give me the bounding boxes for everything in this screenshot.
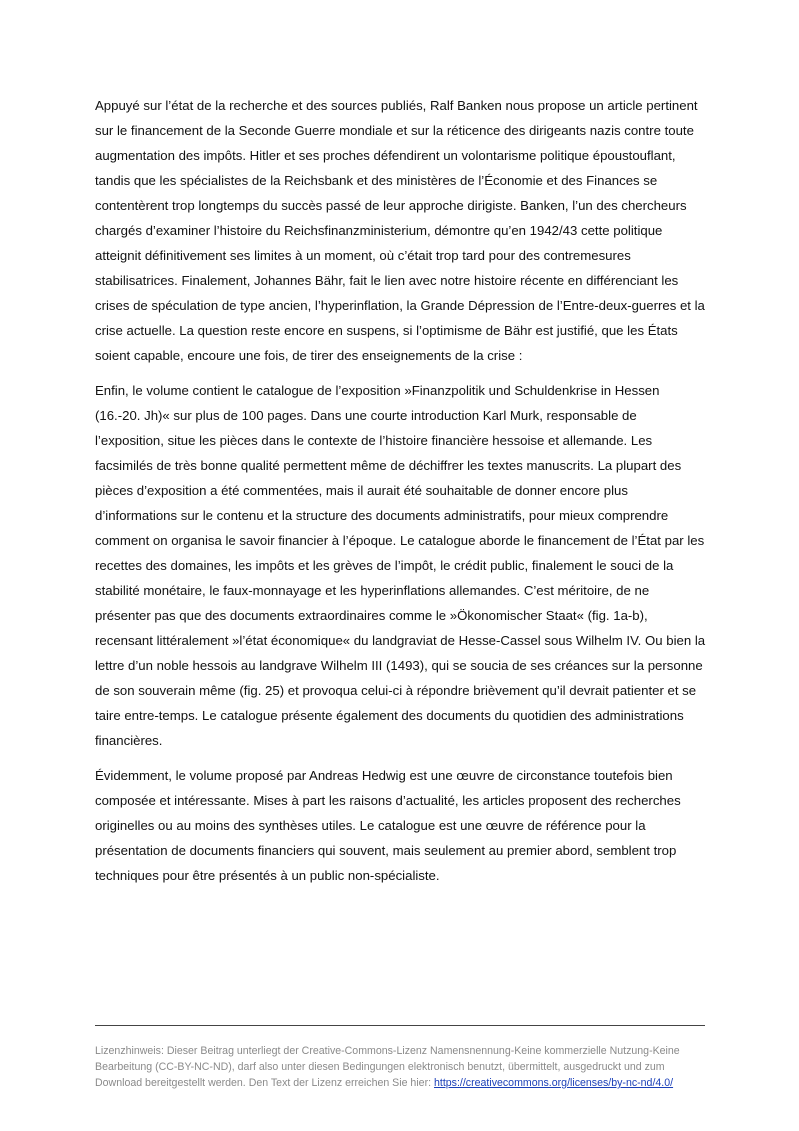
license-text: Lizenzhinweis: Dieser Beitrag unterliegt der Creative-Commons-Lizenz Namensnennung-Keine kommerzielle Nutzung-Keine Bearbeitung (CC-BY-NC-ND), darf also unter diesen Bedingungen elektronisch benutzt, übermittelt, ausgedruckt und zum Download bereitgestellt werden. Den Text der Lizenz erreichen Sie hier: bbox=[95, 1045, 680, 1089]
paragraph-1: Appuyé sur l’état de la recherche et des sources publiés, Ralf Banken nous propose un article pertinent sur le financement de la Seconde Guerre mondiale et sur la réticence des dirigeants nazis contre toute augmentation des impôts. Hitler et ses proches défendirent un volontarisme politique époustouflant, tandis que les spécialistes de la Reichsbank et des ministères de l’Économie et des Finances se contentèrent trop longtemps du succès passé de leur approche dirigiste. Banken, l’un des chercheurs chargés d’examiner l’histoire du Reichsfinanzministerium, démontre qu’en 1942/43 cette politique atteignit définitivement ses limites à un moment, où c’était trop tard pour des contremesures stabilisatrices. Finalement, Johannes Bähr, fait le lien avec notre histoire récente en différenciant les crises de spéculation de type ancien, l’hyperinflation, la Grande Dépression de l’Entre-deux-guerres et la crise actuelle. La question reste encore en suspens, si l’optimisme de Bähr est justifié, que les États soient capable, encoure une fois, de tirer des enseignements de la crise : bbox=[95, 98, 705, 363]
body-text bbox=[95, 93, 707, 898]
paragraph-3: Évidemment, le volume proposé par Andreas Hedwig est une œuvre de circonstance toutefois bien composée et intéressante. Mises à part les raisons d’actualité, les articles proposent des recherches originelles ou au moins des synthèses utiles. Le catalogue est une œuvre de référence pour la présentation de documents financiers qui souvent, mais seulement au premier abord, semblent trop techniques pour être présentés à un public non-spécialiste. bbox=[95, 768, 681, 883]
paragraph-2: Enfin, le volume contient le catalogue de l’exposition »Finanzpolitik und Schuldenkrise in Hessen (16.-20. Jh)« sur plus de 100 pages. Dans une courte introduction Karl Murk, responsable de l’exposition, situe les pièces dans le contexte de l’histoire financière hessoise et allemande. Les facsimilés de très bonne qualité permettent même de déchiffrer les textes manuscrits. La plupart des pièces d’exposition a été commentées, mais il aurait été souhaitable de donner encore plus d’informations sur le contenu et la structure des documents administratifs, pour mieux comprendre comment on organisa le savoir financier à l’époque. Le catalogue aborde le financement de l’État par les recettes des domaines, les impôts et les grèves de l’impôt, le crédit public, finalement le souci de la stabilité monétaire, le faux-monnayage et les hyperinflations allemandes. C’est méritoire, de ne présenter pas que des documents extraordinaires comme le »Ökonomischer Staat« (fig. 1a-b), recensant littéralement »l’état économique« du landgraviat de Hesse-Cassel sous Wilhelm IV. Ou bien la lettre d’un noble hessois au landgrave Wilhelm III (1493), qui se soucia de ses créances sur la personne de son souverain même (fig. 25) et provoqua celui-ci à répondre brièvement qu’il devrait patienter et se taire entre-temps. Le catalogue présente également des documents du quotidien des administrations financières. bbox=[95, 383, 706, 748]
footer-divider bbox=[95, 1025, 705, 1026]
license-link[interactable]: https://creativecommons.org/licenses/by-nc-nd/4.0/ bbox=[434, 1077, 674, 1089]
license-footer bbox=[95, 1043, 707, 1091]
